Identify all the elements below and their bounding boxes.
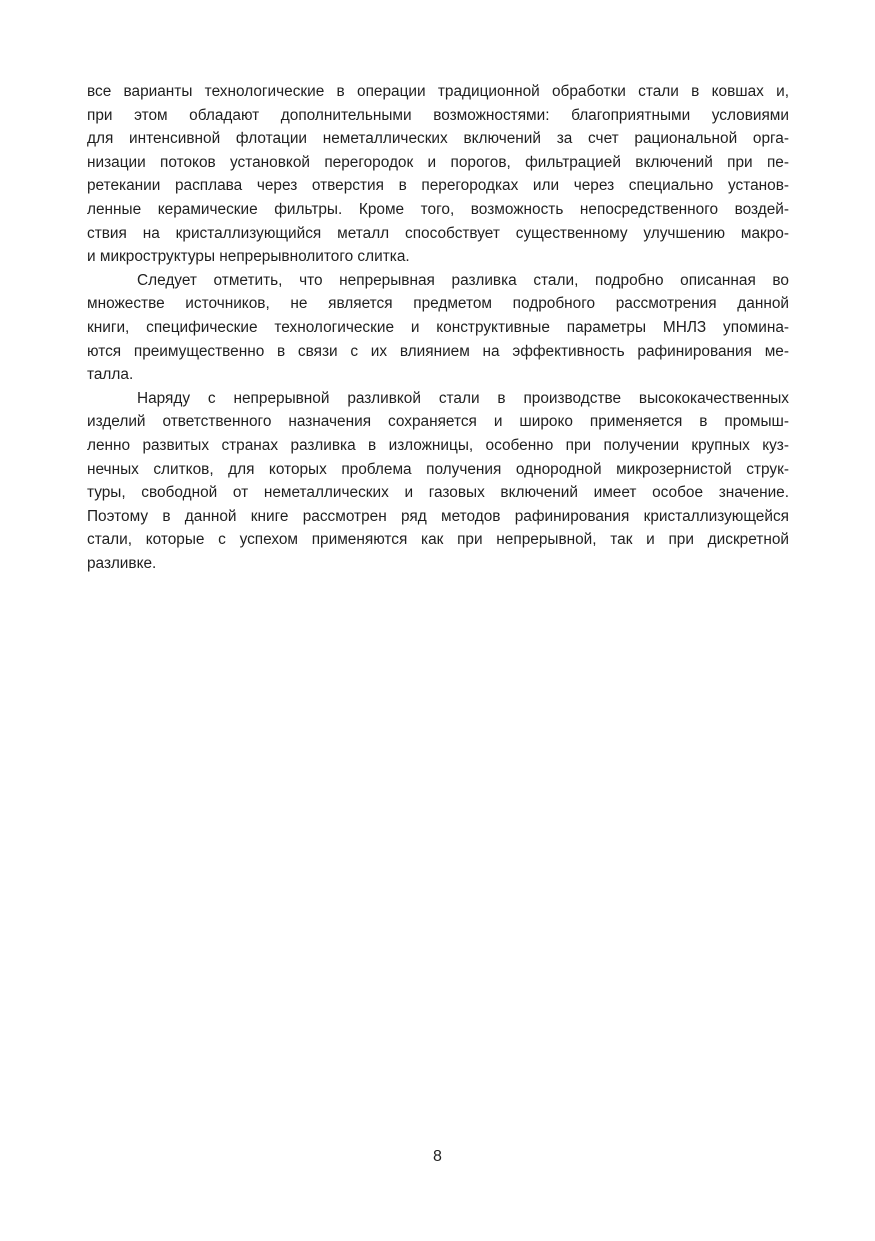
text-line: разливке. xyxy=(87,554,157,572)
text-line: при этом обладают дополнительными возможностями: благоприятными условиями xyxy=(87,106,789,124)
text-line: ретекании расплава через отверстия в перегородках или через специально установ- xyxy=(87,177,789,195)
text-line: Наряду с непрерывной разливкой стали в производстве высококачественных xyxy=(137,389,789,407)
text-line: нечных слитков, для которых проблема получения однородной микрозернистой струк- xyxy=(87,460,789,478)
text-line: для интенсивной флотации неметаллических включений за счет рациональной орга- xyxy=(87,130,789,148)
text-line: книги, специфические технологические и конструктивные параметры МНЛЗ упомина- xyxy=(87,318,789,336)
text-line: ствия на кристаллизующийся металл способствует существенному улучшению макро- xyxy=(87,224,789,242)
text-line: все варианты технологические в операции традиционной обработки стали в ковшах и, xyxy=(87,83,789,100)
text-line: ются преимущественно в связи с их влиянием на эффективность рафинирования ме- xyxy=(87,342,789,360)
text-line: изделий ответственного назначения сохраняется и широко применяется в промыш- xyxy=(87,413,789,431)
paragraph-3 xyxy=(87,387,789,576)
text-line: талла. xyxy=(87,366,134,384)
paragraph-2 xyxy=(87,269,789,387)
text-line: множестве источников, не является предметом подробного рассмотрения данной xyxy=(87,295,789,313)
body-text xyxy=(87,80,789,575)
text-line: Поэтому в данной книге рассмотрен ряд методов рафинирования кристаллизующейся xyxy=(87,507,789,525)
text-line: туры, свободной от неметаллических и газовых включений имеет особое значение. xyxy=(87,484,789,502)
text-line: Следует отметить, что непрерывная разливка стали, подробно описанная во xyxy=(137,271,789,289)
text-line: и микроструктуры непрерывнолитого слитка. xyxy=(87,248,410,266)
page-number: 8 xyxy=(433,1148,442,1165)
text-line: низации потоков установкой перегородок и порогов, фильтрацией включений при пе- xyxy=(87,153,789,171)
paragraph-1 xyxy=(87,80,789,269)
text-line: стали, которые с успехом применяются как при непрерывной, так и при дискретной xyxy=(87,531,789,549)
text-line: ленные керамические фильтры. Кроме того, возможность непосредственного воздей- xyxy=(87,200,789,218)
text-line: ленно развитых странах разливка в изложницы, особенно при получении крупных куз- xyxy=(87,436,789,454)
